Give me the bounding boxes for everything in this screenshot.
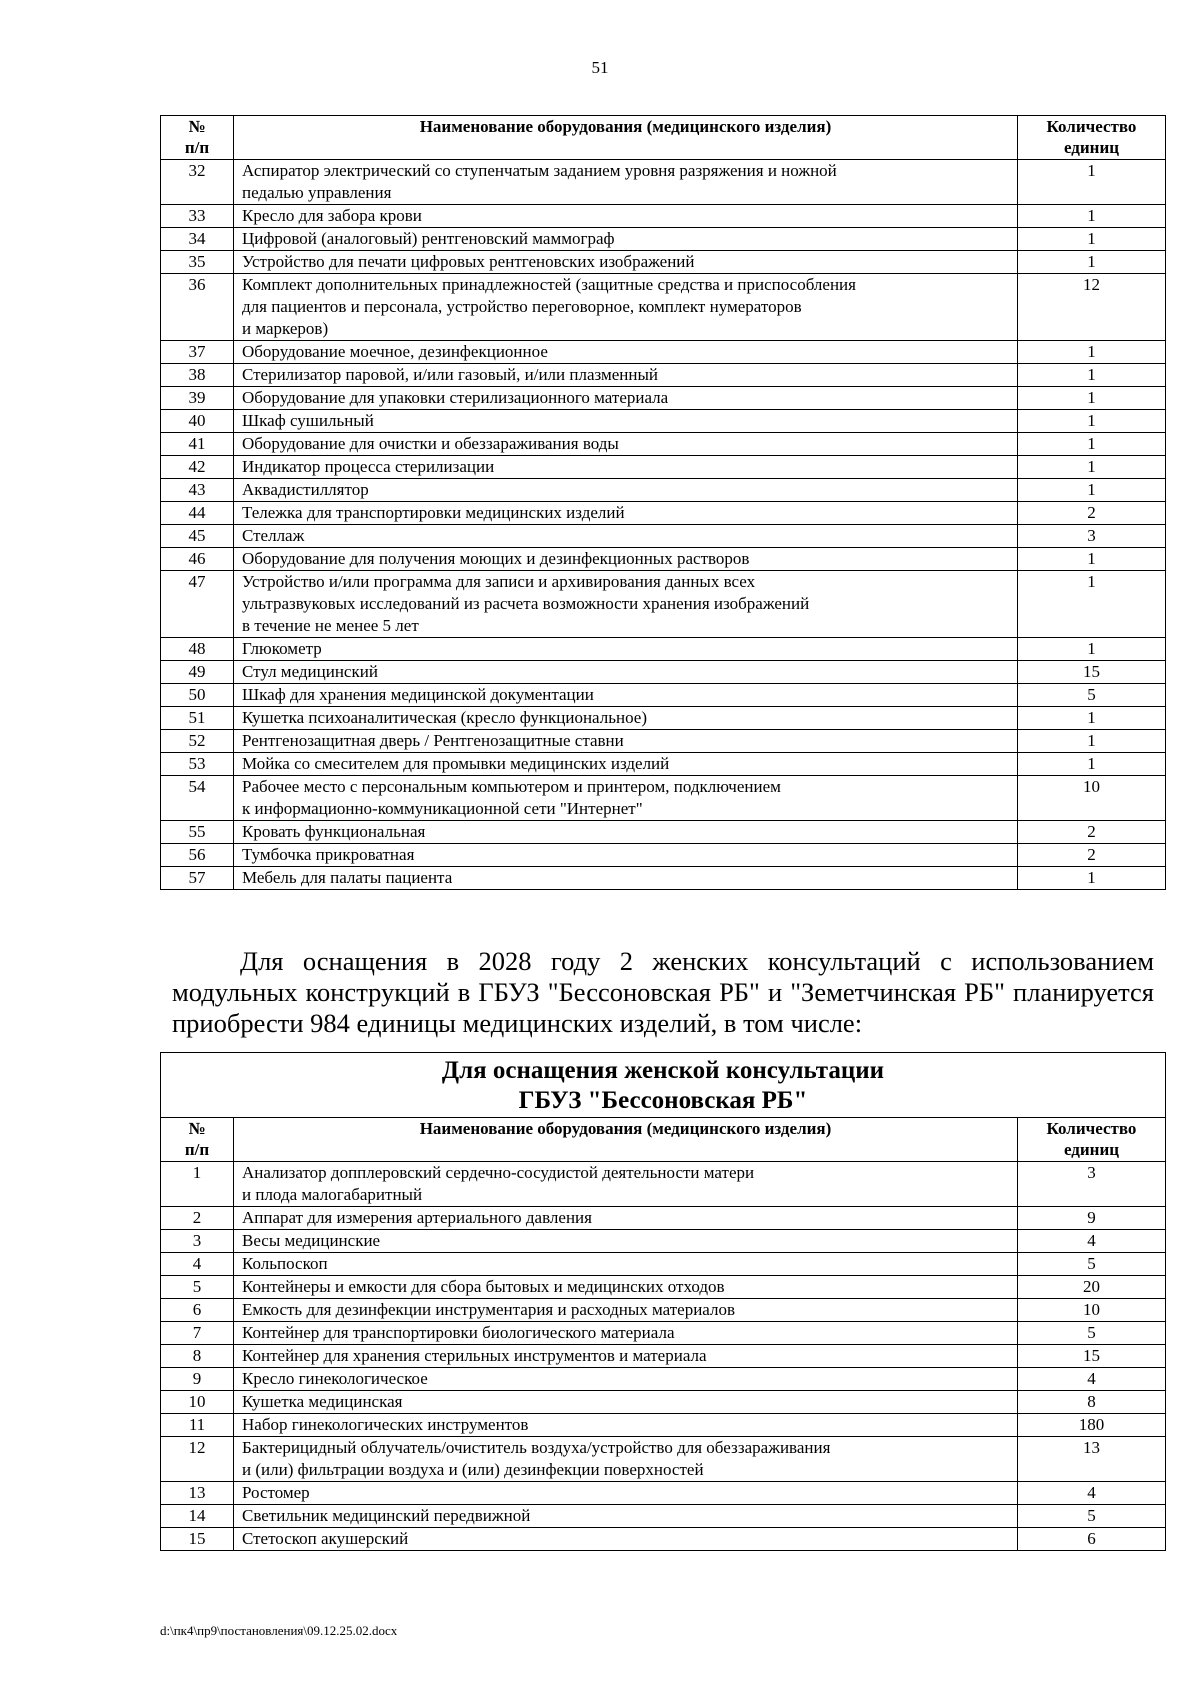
row-number-cell: 40 <box>161 410 234 433</box>
quantity-cell: 1 <box>1018 867 1166 890</box>
row-number-cell: 46 <box>161 548 234 571</box>
quantity-cell: 1 <box>1018 433 1166 456</box>
row-number-cell: 49 <box>161 661 234 684</box>
equipment-name-cell: Рабочее место с персональным компьютером и принтером, подключением к информационно-коммуникационной сети "Интернет" <box>234 776 1018 821</box>
row-number-cell: 48 <box>161 638 234 661</box>
row-number-cell: 44 <box>161 502 234 525</box>
page-number: 51 <box>591 58 609 77</box>
table-row <box>161 1391 1166 1414</box>
quantity-cell: 6 <box>1018 1528 1166 1551</box>
row-number-cell: 57 <box>161 867 234 890</box>
equipment-name-cell: Кольпоскоп <box>234 1253 1018 1276</box>
table-row <box>161 1414 1166 1437</box>
equipment-name-cell: Набор гинекологических инструментов <box>234 1414 1018 1437</box>
row-number-cell: 43 <box>161 479 234 502</box>
equipment-name-cell: Тумбочка прикроватная <box>234 844 1018 867</box>
equipment-name-cell: Комплект дополнительных принадлежностей (защитные средства и приспособления для пациентов и персонала, устройство переговорное, комплект нумераторов и маркеров) <box>234 274 1018 341</box>
column-header-name: Наименование оборудования (медицинского изделия) <box>234 116 1018 160</box>
row-number-cell: 39 <box>161 387 234 410</box>
table-row <box>161 548 1166 571</box>
quantity-cell: 180 <box>1018 1414 1166 1437</box>
table-row <box>161 410 1166 433</box>
equipment-name-cell: Анализатор допплеровский сердечно-сосудистой деятельности матери и плода малогабаритный <box>234 1162 1018 1207</box>
table-row <box>161 1230 1166 1253</box>
quantity-cell: 5 <box>1018 1505 1166 1528</box>
row-number-cell: 35 <box>161 251 234 274</box>
equipment-name-cell: Емкость для дезинфекции инструментария и расходных материалов <box>234 1299 1018 1322</box>
table-row <box>161 753 1166 776</box>
quantity-cell: 10 <box>1018 776 1166 821</box>
equipment-name-cell: Устройство для печати цифровых рентгеновских изображений <box>234 251 1018 274</box>
quantity-cell: 1 <box>1018 753 1166 776</box>
row-number-cell: 34 <box>161 228 234 251</box>
row-number-cell: 54 <box>161 776 234 821</box>
quantity-cell: 2 <box>1018 502 1166 525</box>
table-row <box>161 251 1166 274</box>
quantity-cell: 1 <box>1018 730 1166 753</box>
table-row <box>161 707 1166 730</box>
row-number-cell: 11 <box>161 1414 234 1437</box>
body-paragraph: Для оснащения в 2028 году 2 женских консультаций с использованием модульных конструкций в ГБУЗ "Бессоновская РБ" и "Земетчинская РБ" планируется приобрести 984 единицы медицинских изделий, в том числе: <box>172 946 1154 1038</box>
quantity-cell: 3 <box>1018 1162 1166 1207</box>
equipment-name-cell: Кушетка медицинская <box>234 1391 1018 1414</box>
table-header-row <box>161 116 1166 160</box>
quantity-cell: 1 <box>1018 364 1166 387</box>
quantity-cell: 1 <box>1018 638 1166 661</box>
quantity-cell: 1 <box>1018 707 1166 730</box>
row-number-cell: 8 <box>161 1345 234 1368</box>
quantity-cell: 3 <box>1018 525 1166 548</box>
equipment-name-cell: Оборудование моечное, дезинфекционное <box>234 341 1018 364</box>
equipment-name-cell: Оборудование для упаковки стерилизационного материала <box>234 387 1018 410</box>
equipment-name-cell: Аппарат для измерения артериального давления <box>234 1207 1018 1230</box>
equipment-name-cell: Глюкометр <box>234 638 1018 661</box>
row-number-cell: 1 <box>161 1162 234 1207</box>
row-number-cell: 47 <box>161 571 234 638</box>
row-number-cell: 15 <box>161 1528 234 1551</box>
equipment-name-cell: Стерилизатор паровой, и/или газовый, и/или плазменный <box>234 364 1018 387</box>
equipment-name-cell: Светильник медицинский передвижной <box>234 1505 1018 1528</box>
row-number-cell: 5 <box>161 1276 234 1299</box>
table-row <box>161 571 1166 638</box>
row-number-cell: 51 <box>161 707 234 730</box>
row-number-cell: 55 <box>161 821 234 844</box>
row-number-cell: 52 <box>161 730 234 753</box>
table-row <box>161 364 1166 387</box>
table-row <box>161 730 1166 753</box>
row-number-cell: 33 <box>161 205 234 228</box>
quantity-cell: 1 <box>1018 456 1166 479</box>
row-number-cell: 36 <box>161 274 234 341</box>
equipment-name-cell: Контейнеры и емкости для сбора бытовых и медицинских отходов <box>234 1276 1018 1299</box>
quantity-cell: 2 <box>1018 844 1166 867</box>
equipment-name-cell: Аквадистиллятор <box>234 479 1018 502</box>
equipment-name-cell: Рентгенозащитная дверь / Рентгенозащитные ставни <box>234 730 1018 753</box>
table-row <box>161 1322 1166 1345</box>
quantity-cell: 12 <box>1018 274 1166 341</box>
column-header-name: Наименование оборудования (медицинского изделия) <box>234 1118 1018 1162</box>
table-row <box>161 867 1166 890</box>
table-row <box>161 684 1166 707</box>
table-body <box>161 160 1166 890</box>
row-number-cell: 38 <box>161 364 234 387</box>
quantity-cell: 1 <box>1018 251 1166 274</box>
quantity-cell: 5 <box>1018 1322 1166 1345</box>
quantity-cell: 4 <box>1018 1230 1166 1253</box>
table-row <box>161 1299 1166 1322</box>
table-row <box>161 1368 1166 1391</box>
row-number-cell: 7 <box>161 1322 234 1345</box>
equipment-name-cell: Шкаф для хранения медицинской документации <box>234 684 1018 707</box>
table-body <box>161 1162 1166 1551</box>
quantity-cell: 1 <box>1018 548 1166 571</box>
row-number-cell: 50 <box>161 684 234 707</box>
footer-file-path: d:\пк4\пр9\постановления\09.12.25.02.docx <box>160 1623 398 1638</box>
table-row <box>161 776 1166 821</box>
quantity-cell: 5 <box>1018 684 1166 707</box>
equipment-name-cell: Ростомер <box>234 1482 1018 1505</box>
table-row <box>161 274 1166 341</box>
quantity-cell: 1 <box>1018 571 1166 638</box>
quantity-cell: 1 <box>1018 228 1166 251</box>
quantity-cell: 9 <box>1018 1207 1166 1230</box>
row-number-cell: 37 <box>161 341 234 364</box>
table-row <box>161 502 1166 525</box>
row-number-cell: 6 <box>161 1299 234 1322</box>
table-row <box>161 638 1166 661</box>
table-row <box>161 821 1166 844</box>
table-row <box>161 1437 1166 1482</box>
table-row <box>161 228 1166 251</box>
equipment-name-cell: Кресло гинекологическое <box>234 1368 1018 1391</box>
row-number-cell: 41 <box>161 433 234 456</box>
row-number-cell: 3 <box>161 1230 234 1253</box>
table-row <box>161 1276 1166 1299</box>
table-row <box>161 1253 1166 1276</box>
equipment-name-cell: Шкаф сушильный <box>234 410 1018 433</box>
table-row <box>161 205 1166 228</box>
quantity-cell: 13 <box>1018 1437 1166 1482</box>
table-row <box>161 433 1166 456</box>
quantity-cell: 15 <box>1018 1345 1166 1368</box>
row-number-cell: 42 <box>161 456 234 479</box>
row-number-cell: 10 <box>161 1391 234 1414</box>
row-number-cell: 12 <box>161 1437 234 1482</box>
row-number-cell: 4 <box>161 1253 234 1276</box>
table-row <box>161 1345 1166 1368</box>
column-header-quantity: Количество единиц <box>1018 116 1166 160</box>
column-header-number: № п/п <box>161 1118 234 1162</box>
quantity-cell: 1 <box>1018 205 1166 228</box>
table-row <box>161 1162 1166 1207</box>
row-number-cell: 32 <box>161 160 234 205</box>
equipment-name-cell: Стеллаж <box>234 525 1018 548</box>
table-row <box>161 844 1166 867</box>
table-row <box>161 1505 1166 1528</box>
equipment-name-cell: Оборудование для очистки и обеззараживания воды <box>234 433 1018 456</box>
quantity-cell: 20 <box>1018 1276 1166 1299</box>
equipment-table-bessonovskaya <box>160 1052 1166 1551</box>
equipment-name-cell: Оборудование для получения моющих и дезинфекционных растворов <box>234 548 1018 571</box>
quantity-cell: 8 <box>1018 1391 1166 1414</box>
equipment-name-cell: Устройство и/или программа для записи и архивирования данных всех ультразвуковых исследований из расчета возможности хранения изображений в течение не менее 5 лет <box>234 571 1018 638</box>
quantity-cell: 1 <box>1018 341 1166 364</box>
quantity-cell: 4 <box>1018 1482 1166 1505</box>
quantity-cell: 15 <box>1018 661 1166 684</box>
equipment-name-cell: Стетоскоп акушерский <box>234 1528 1018 1551</box>
quantity-cell: 2 <box>1018 821 1166 844</box>
equipment-name-cell: Бактерицидный облучатель/очиститель воздуха/устройство для обеззараживания и (или) фильтрации воздуха и (или) дезинфекции поверхностей <box>234 1437 1018 1482</box>
row-number-cell: 2 <box>161 1207 234 1230</box>
column-header-number: № п/п <box>161 116 234 160</box>
quantity-cell: 1 <box>1018 387 1166 410</box>
row-number-cell: 13 <box>161 1482 234 1505</box>
table-section-title: Для оснащения женской консультации ГБУЗ "Бессоновская РБ" <box>161 1053 1166 1118</box>
table-row <box>161 479 1166 502</box>
row-number-cell: 53 <box>161 753 234 776</box>
equipment-name-cell: Контейнер для хранения стерильных инструментов и материала <box>234 1345 1018 1368</box>
table-row <box>161 525 1166 548</box>
quantity-cell: 1 <box>1018 410 1166 433</box>
table-row <box>161 341 1166 364</box>
equipment-name-cell: Тележка для транспортировки медицинских изделий <box>234 502 1018 525</box>
row-number-cell: 9 <box>161 1368 234 1391</box>
table-row <box>161 1207 1166 1230</box>
equipment-name-cell: Кровать функциональная <box>234 821 1018 844</box>
table-row <box>161 160 1166 205</box>
quantity-cell: 5 <box>1018 1253 1166 1276</box>
equipment-table-continued <box>160 115 1166 890</box>
equipment-name-cell: Кресло для забора крови <box>234 205 1018 228</box>
table-row <box>161 1482 1166 1505</box>
quantity-cell: 1 <box>1018 479 1166 502</box>
quantity-cell: 1 <box>1018 160 1166 205</box>
table-title-row <box>161 1053 1166 1118</box>
table-row <box>161 661 1166 684</box>
quantity-cell: 10 <box>1018 1299 1166 1322</box>
table-header-row <box>161 1118 1166 1162</box>
table-row <box>161 1528 1166 1551</box>
equipment-name-cell: Мойка со смесителем для промывки медицинских изделий <box>234 753 1018 776</box>
equipment-name-cell: Контейнер для транспортировки биологического материала <box>234 1322 1018 1345</box>
equipment-name-cell: Аспиратор электрический со ступенчатым заданием уровня разряжения и ножной педалью управления <box>234 160 1018 205</box>
row-number-cell: 56 <box>161 844 234 867</box>
equipment-name-cell: Весы медицинские <box>234 1230 1018 1253</box>
equipment-name-cell: Стул медицинский <box>234 661 1018 684</box>
equipment-name-cell: Кушетка психоаналитическая (кресло функциональное) <box>234 707 1018 730</box>
equipment-name-cell: Индикатор процесса стерилизации <box>234 456 1018 479</box>
quantity-cell: 4 <box>1018 1368 1166 1391</box>
row-number-cell: 45 <box>161 525 234 548</box>
row-number-cell: 14 <box>161 1505 234 1528</box>
table-row <box>161 387 1166 410</box>
column-header-quantity: Количество единиц <box>1018 1118 1166 1162</box>
equipment-name-cell: Мебель для палаты пациента <box>234 867 1018 890</box>
equipment-name-cell: Цифровой (аналоговый) рентгеновский маммограф <box>234 228 1018 251</box>
table-row <box>161 456 1166 479</box>
